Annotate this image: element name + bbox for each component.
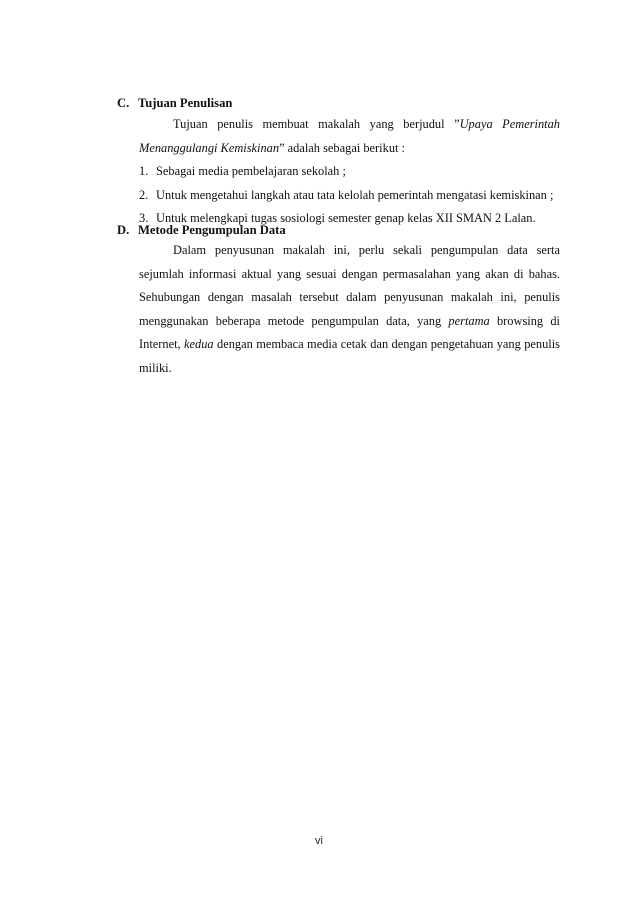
paragraph-text: browsing di Internet, [139,313,560,351]
section-heading [117,94,560,112]
italic-title: Upaya Pemerintah Menanggulangi Kemiskinan [139,117,560,155]
paragraph [139,113,560,160]
paragraph-text: dengan membaca media cetak dan dengan pengetahuan yang penulis miliki. [139,337,560,375]
paragraph-text: ” adalah sebagai berikut : [279,140,405,155]
section-title: Tujuan Penulisan [138,96,233,110]
section-metode-pengumpulan-data [118,221,560,380]
list-item [139,160,560,184]
list-number: 1. [139,164,149,178]
purpose-list [139,160,560,231]
section-letter: C. [117,96,130,110]
list-text: Untuk melengkapi tugas sosiologi semester genap kelas XII SMAN 2 Lalan. [156,211,536,225]
list-text: Sebagai media pembelajaran sekolah ; [156,164,346,178]
paragraph-text: Dalam penyusunan makalah ini, perlu sekali pengumpulan data serta sejumlah informasi aktual yang sesuai dengan permasalahan yang akan di bahas. Sehubungan dengan masalah tersebut dalam penyusunan makalah ini, penulis menggunakan beberapa metode pengumpulan data, yang [139,243,560,328]
paragraph-text: Tujuan penulis membuat makalah yang berjudul ” [173,117,460,131]
section-body [139,239,560,380]
page-number: vi [315,835,323,847]
section-tujuan-penulisan [118,94,560,231]
section-body [139,113,560,231]
list-text: Untuk mengetahui langkah atau tata kelolah pemerintah mengatasi kemiskinan ; [156,187,554,202]
italic-word: pertama [448,313,490,328]
list-number: 2. [139,187,149,202]
italic-word: kedua [184,337,214,351]
list-item [139,184,560,208]
paragraph [139,239,560,380]
list-number: 3. [139,211,149,225]
section-title: Metode Pengumpulan Data [138,223,286,237]
section-heading [117,221,560,239]
section-letter: D. [117,223,130,237]
